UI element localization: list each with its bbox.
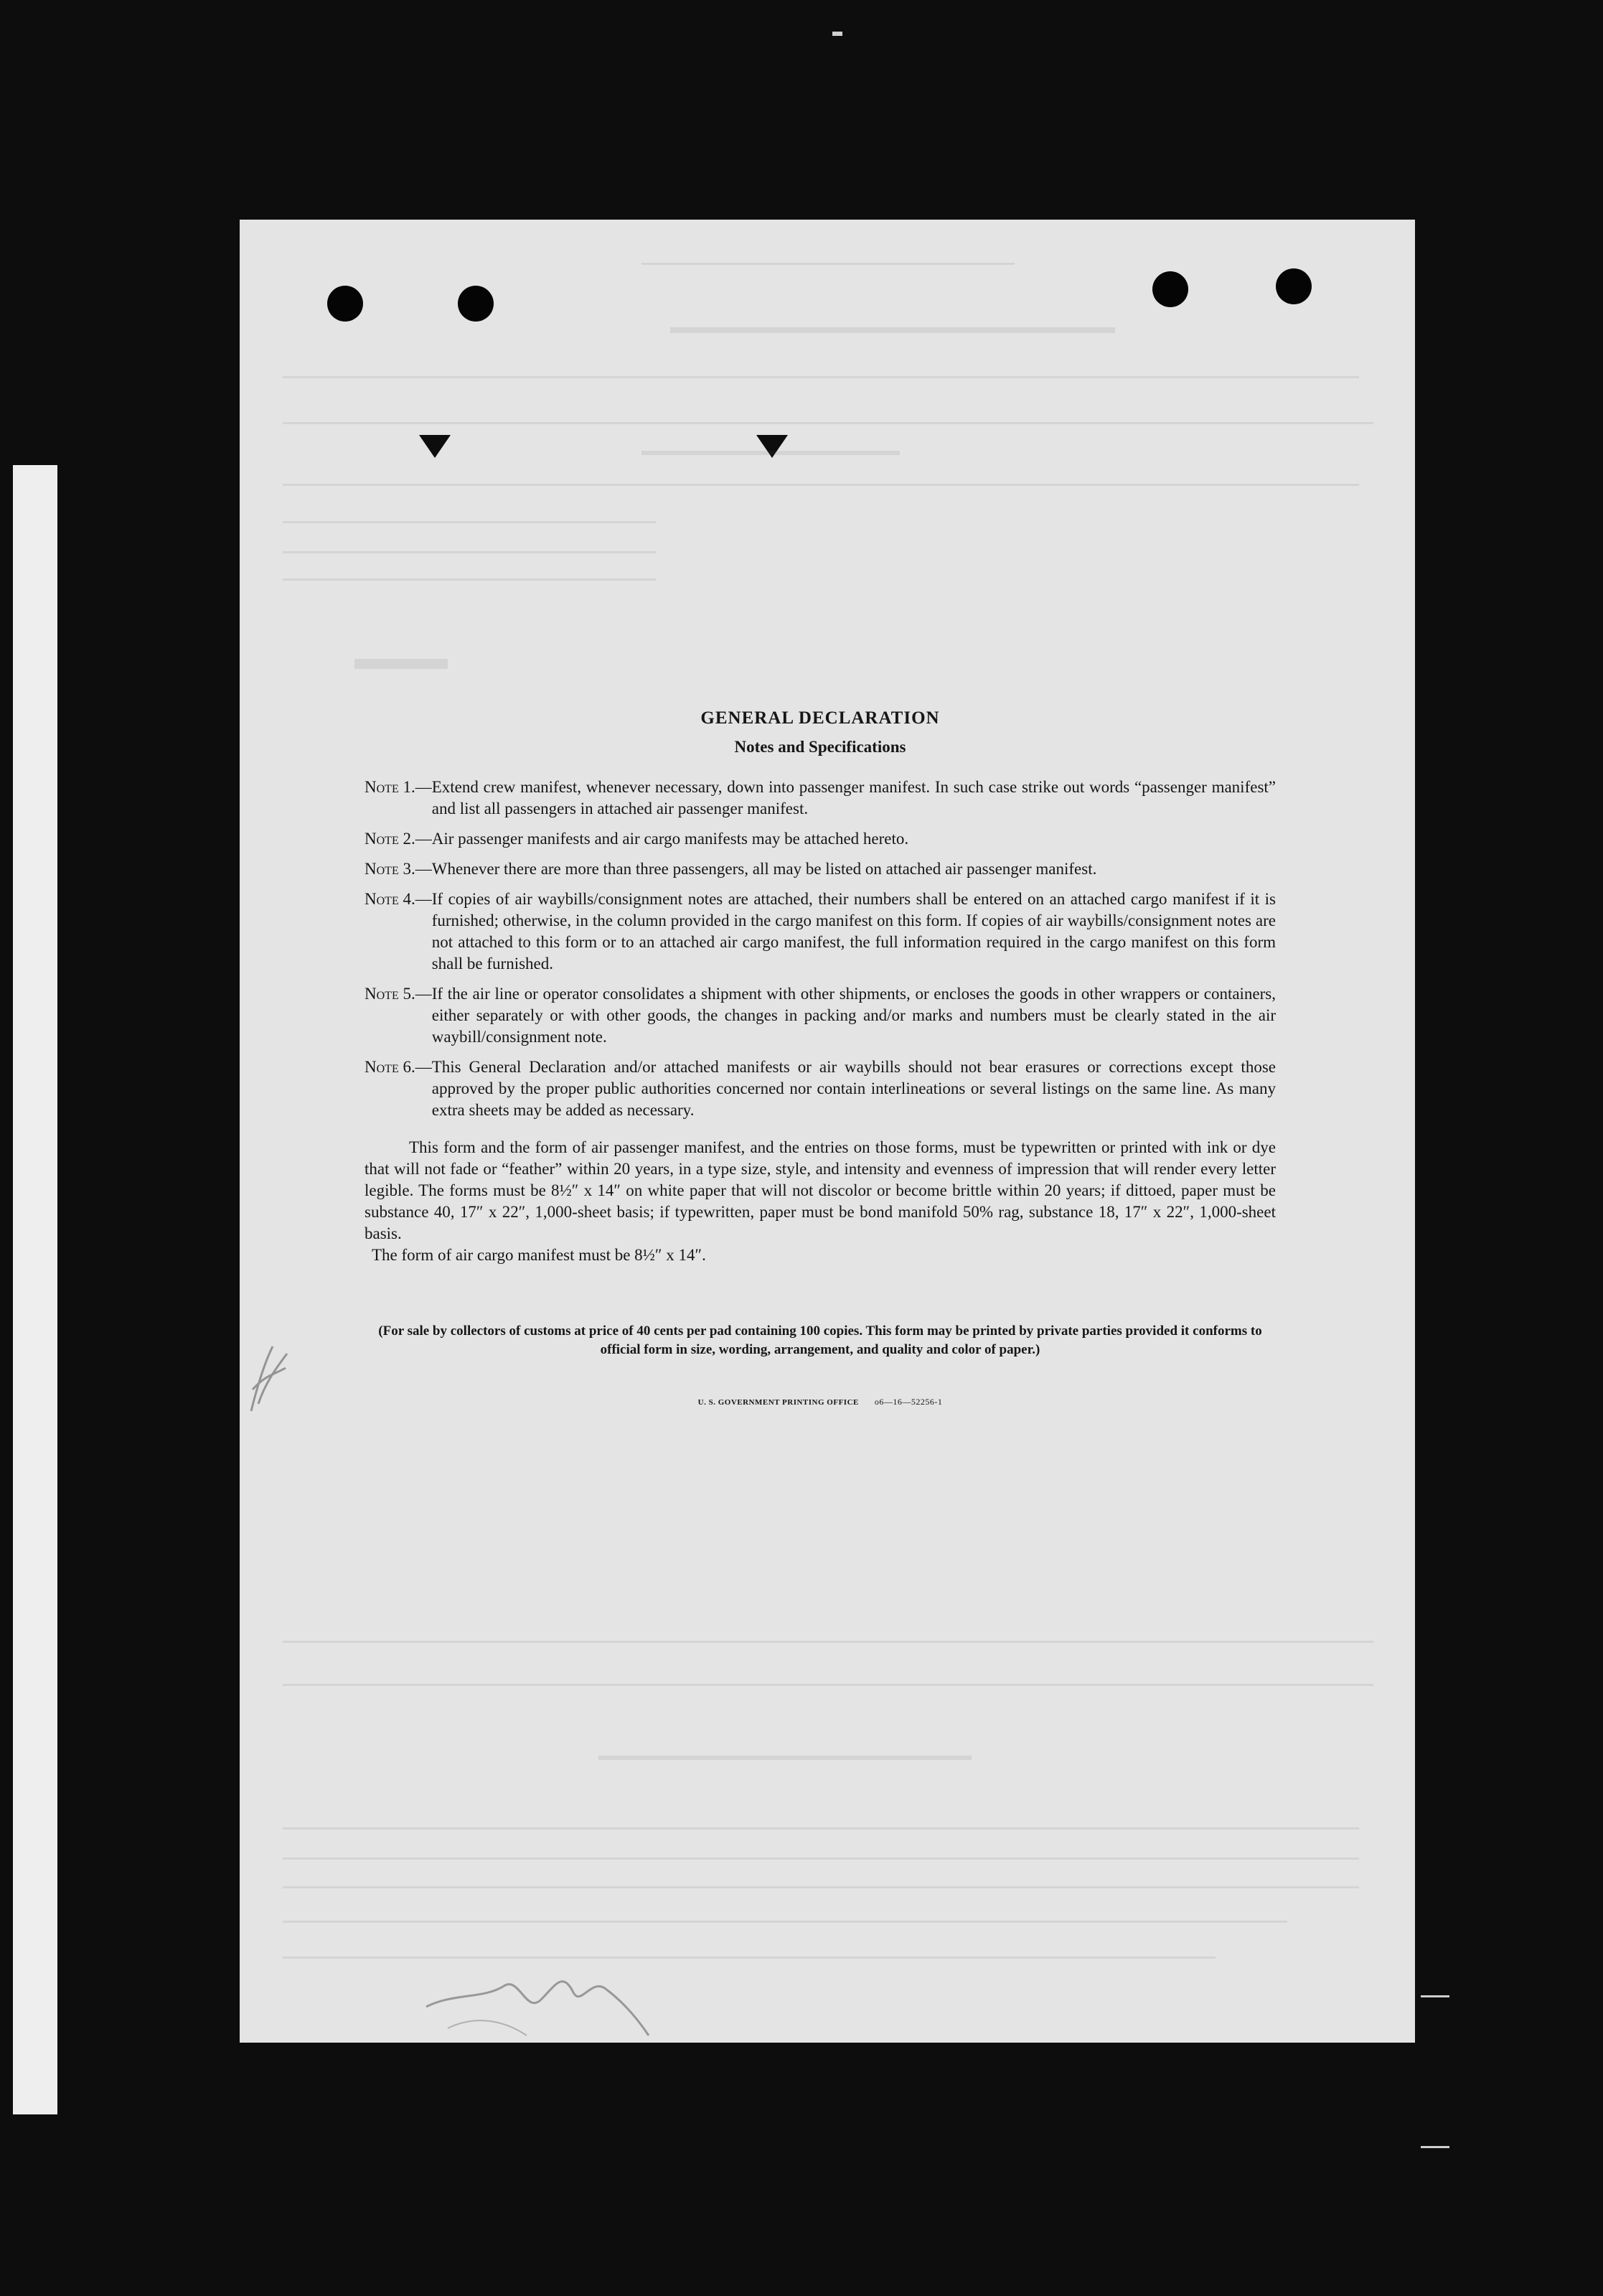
note-label: Note 4.— (365, 890, 432, 908)
bleed-through-mark (283, 1684, 1373, 1686)
note-text: Extend crew manifest, whenever necessary, down into passenger manifest. In such case strike out words “passenger manifest” and list all passengers in attached air passenger manifest. (431, 778, 1276, 817)
punch-hole-icon (1276, 268, 1312, 304)
note-label: Note 1.— (365, 778, 432, 796)
note-1 (365, 777, 1276, 820)
bleed-through-mark (641, 451, 900, 455)
notes-content (365, 708, 1276, 1413)
punch-hole-icon (327, 286, 363, 322)
note-2 (365, 828, 1276, 850)
bleed-through-mark (283, 1921, 1287, 1923)
note-text: This General Declaration and/or attached manifests or air waybills should not bear erasures or corrections except those approved by the proper public authorities concerned nor contain interlineations or several listings on the same line. As many extra sheets may be added as necessary. (431, 1058, 1276, 1119)
note-4 (365, 889, 1276, 975)
document-page (240, 220, 1415, 2043)
note-text: If copies of air waybills/consignment notes are attached, their numbers shall be entered on an attached cargo manifest if it is furnished; otherwise, in the column provided in the cargo manifest on this form. If copies of air waybills/consignment notes are not attached to this form or to an attached air cargo manifest, the full information required in the cargo manifest on this form shall be furnished. (431, 890, 1276, 973)
punch-hole-icon (458, 286, 494, 322)
note-6 (365, 1056, 1276, 1121)
bleed-through-mark (598, 1756, 972, 1760)
torn-edge-mark (419, 435, 451, 458)
bleed-through-mark (283, 376, 1359, 378)
bleed-through-mark (354, 659, 448, 669)
note-text: Whenever there are more than three passengers, all may be listed on attached air passenger manifest. (431, 860, 1097, 878)
page-subtitle: Notes and Specifications (734, 738, 906, 756)
scan-speck (1421, 1995, 1449, 1997)
bleed-through-mark (283, 1857, 1359, 1860)
printer-imprint (365, 1391, 1276, 1413)
form-requirements-paragraph: This form and the form of air passenger manifest, and the entries on those forms, must be typewritten or printed with ink or dye that will not fade or “feather” within 20 years, in a type size, style, and intensity and evenness of impression that will render every letter legible. The forms must be 8½″ x 14″ on white paper that will not discolor or become brittle within 20 years; if dittoed, paper must be substance 40, 17″ x 22″, 1,000-sheet basis; if typewritten, paper must be bond manifold 50% rag, substance 18, 17″ x 22″, 1,000-sheet basis. (365, 1138, 1276, 1242)
printer-name: U. S. GOVERNMENT PRINTING OFFICE (697, 1398, 859, 1407)
scan-speck (1421, 2146, 1449, 2148)
bleed-through-mark (283, 578, 656, 581)
note-text: If the air line or operator consolidates a shipment with other shipments, or encloses the goods in other wrappers or containers, either separately or with other goods, the changes in packing and/or marks and numbers must be clearly stated in the air waybill/consignment note. (431, 985, 1276, 1046)
note-3 (365, 858, 1276, 880)
bleed-through-mark (283, 484, 1359, 486)
bleed-through-mark (283, 551, 656, 553)
bleed-through-mark (283, 1886, 1359, 1888)
bleed-through-mark (283, 1827, 1359, 1829)
note-5 (365, 983, 1276, 1048)
scan-speck (832, 32, 842, 36)
punch-hole-icon (1152, 271, 1188, 307)
bleed-through-mark (641, 263, 1015, 265)
bleed-through-mark (283, 521, 656, 523)
note-text: Air passenger manifests and air cargo manifests may be attached hereto. (431, 830, 909, 848)
bleed-through-mark (283, 422, 1373, 424)
bleed-through-mark (283, 1641, 1373, 1643)
pen-scribble-mark (244, 1332, 294, 1418)
page-title: GENERAL DECLARATION (700, 708, 940, 728)
sale-notice: (For sale by collectors of customs at price of 40 cents per pad containing 100 copies. This form may be printed by private parties provided it conforms to official form in size, wording, arrangement, and quality and color of paper.) (378, 1323, 1262, 1357)
form-code: o6—16—52256-1 (874, 1397, 943, 1407)
note-label: Note 5.— (365, 985, 432, 1003)
note-label: Note 3.— (365, 860, 432, 878)
signature-mark (419, 1949, 656, 2043)
left-paper-strip (13, 465, 57, 2114)
bleed-through-mark (670, 327, 1115, 333)
cargo-manifest-size: The form of air cargo manifest must be 8½″ x 14″. (372, 1246, 706, 1264)
note-label: Note 6.— (365, 1058, 432, 1076)
note-label: Note 2.— (365, 830, 432, 848)
